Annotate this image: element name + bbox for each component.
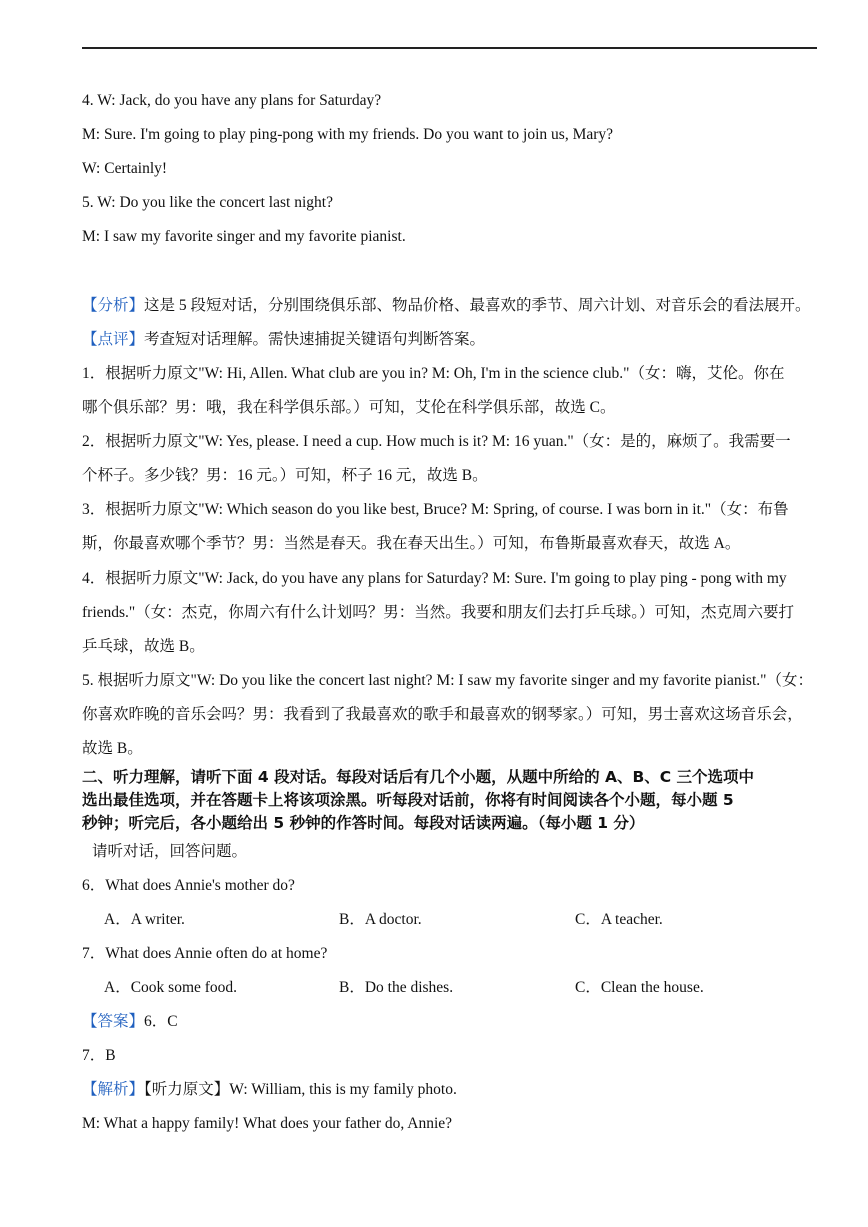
section-heading: 选出最佳选项，并在答题卡上将该项涂黑。听每段对话前，你将有时间阅读各个小题，每小题 5 <box>82 791 734 809</box>
dialogue-line: M: I saw my favorite singer and my favorite pianist. <box>82 228 406 245</box>
explanation-line: 1．根据听力原文"W: Hi, Allen. What club are you in? M: Oh, I'm in the science club."（女：嗨，艾伦。你在 <box>82 365 785 382</box>
instruction-text: 请听对话，回答问题。 <box>92 843 248 860</box>
section-heading: 秒钟；听完后，各小题给出 5 秒钟的作答时间。每段对话读两遍。（每小题 1 分） <box>82 814 645 832</box>
explanation-line: 5. 根据听力原文"W: Do you like the concert last night? M: I saw my favorite singer and my favorite pianist."（女： <box>82 672 813 689</box>
comment-tag: 【点评】 <box>82 331 145 348</box>
dialogue-line: W: Certainly! <box>82 160 168 177</box>
explanation-line: 哪个俱乐部？男：哦，我在科学俱乐部。）可知，艾伦在科学俱乐部，故选 C。 <box>82 399 616 416</box>
answer-7: 7．B <box>82 1047 116 1064</box>
explain-line <box>82 1080 457 1100</box>
option-7b: B．Do the dishes. <box>339 979 454 996</box>
dialogue-line: 5. W: Do you like the concert last night? <box>82 194 333 211</box>
explanation-line: 4．根据听力原文"W: Jack, do you have any plans for Saturday? M: Sure. I'm going to play ping - pong with my <box>82 570 787 587</box>
explanation-line: 斯，你最喜欢哪个季节？男：当然是春天。我在春天出生。）可知，布鲁斯最喜欢春天，故选 A。 <box>82 535 741 552</box>
explanation-line: 3．根据听力原文"W: Which season do you like best, Bruce? M: Spring, of course. I was born in it."（女：布鲁 <box>82 501 789 518</box>
explain-tag: 【解析】 <box>82 1081 145 1098</box>
explanation-line: 个杯子。多少钱？男：16 元。）可知，杯子 16 元，故选 B。 <box>82 467 488 484</box>
answer-line <box>82 1012 178 1032</box>
option-6c: C．A teacher. <box>575 911 663 928</box>
header-rule <box>82 47 817 49</box>
analysis-tag: 【分析】 <box>82 297 145 314</box>
explanation-line: 你喜欢昨晚的音乐会吗？男：我看到了我最喜欢的歌手和最喜欢的钢琴家。）可知，男士喜欢这场音乐会， <box>82 706 803 723</box>
section-heading: 二、听力理解，请听下面 4 段对话。每段对话后有几个小题，从题中所给的 A、B、C 三个选项中 <box>82 768 755 786</box>
analysis-text: 这是 5 段短对话，分别围绕俱乐部、物品价格、最喜欢的季节、周六计划、对音乐会的看法展开。 <box>144 297 811 314</box>
comment-paragraph <box>82 330 485 350</box>
analysis-paragraph <box>82 296 811 316</box>
explanation-line: friends."（女：杰克，你周六有什么计划吗？男：当然。我要和朋友们去打乒乓球。）可知，杰克周六要打 <box>82 604 794 621</box>
question-7: 7．What does Annie often do at home? <box>82 945 328 962</box>
explanation-line: 故选 B。 <box>82 740 143 757</box>
answer-tag: 【答案】 <box>82 1013 145 1030</box>
dialogue-line: M: What a happy family! What does your father do, Annie? <box>82 1115 453 1132</box>
explanation-line: 乒乓球，故选 B。 <box>82 638 205 655</box>
question-6: 6．What does Annie's mother do? <box>82 877 295 894</box>
option-6a: A．A writer. <box>104 911 185 928</box>
explanation-line: 2．根据听力原文"W: Yes, please. I need a cup. How much is it? M: 16 yuan."（女：是的，麻烦了。我需要一 <box>82 433 791 450</box>
explain-text: 【听力原文】W: William, this is my family photo. <box>144 1081 457 1098</box>
comment-text: 考查短对话理解。需快速捕捉关键语句判断答案。 <box>144 331 486 348</box>
option-7a: A．Cook some food. <box>104 979 238 996</box>
option-7c: C．Clean the house. <box>575 979 704 996</box>
dialogue-line: M: Sure. I'm going to play ping-pong with my friends. Do you want to join us, Mary? <box>82 126 614 143</box>
answer-6: 6．C <box>144 1013 178 1030</box>
dialogue-line: 4. W: Jack, do you have any plans for Saturday? <box>82 92 382 109</box>
option-6b: B．A doctor. <box>339 911 422 928</box>
